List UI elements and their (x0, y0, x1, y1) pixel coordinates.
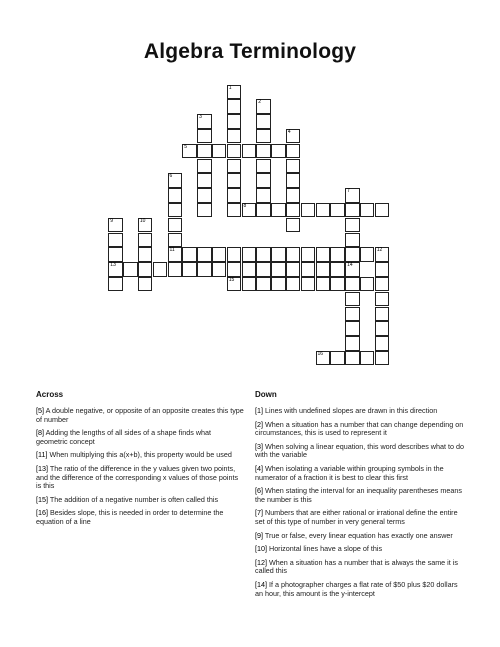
down-clue (255, 443, 465, 460)
grid-cell[interactable] (212, 144, 227, 159)
clue-label: [3] (255, 441, 263, 451)
grid-cell[interactable] (256, 277, 271, 292)
grid-cell[interactable] (360, 351, 375, 366)
grid-cell[interactable] (227, 85, 242, 100)
grid-cell[interactable] (286, 188, 301, 203)
grid-cell[interactable] (316, 247, 331, 262)
grid-cell[interactable] (138, 262, 153, 277)
clue-text: A double negative, or opposite of an opposite creates this type of number (36, 406, 244, 424)
grid-cell[interactable] (286, 159, 301, 174)
down-clue (255, 407, 465, 416)
clue-text: When a situation has a number that is always the same it is called this (255, 557, 458, 576)
grid-cell[interactable] (330, 351, 345, 366)
down-clue (255, 545, 465, 554)
grid-cell[interactable] (375, 351, 390, 366)
grid-cell[interactable] (375, 203, 390, 218)
clue-label: [6] (255, 486, 263, 496)
clue-label: [2] (255, 419, 263, 429)
clue-text: The ratio of the difference in the y values given two points, and the difference of the corresponding x values of those points is this (36, 463, 239, 491)
grid-cell[interactable] (138, 218, 153, 233)
clue-number: 3 (199, 114, 202, 121)
grid-cell[interactable] (286, 262, 301, 277)
grid-cell[interactable] (345, 218, 360, 233)
grid-cell[interactable] (108, 247, 123, 262)
down-clue-list (255, 407, 465, 603)
clue-number: 1 (228, 84, 232, 91)
clue-number: 5 (184, 143, 188, 150)
clue-number: 10 (139, 217, 146, 224)
grid-cell[interactable] (345, 233, 360, 248)
clue-text: Numbers that are either rational or irrational define the entire set of this type of number in very general terms (255, 508, 458, 526)
clue-text: Horizontal lines have a slope of this (267, 544, 383, 554)
across-clue (36, 496, 244, 505)
grid-cell[interactable] (271, 277, 286, 292)
grid-cell[interactable] (197, 247, 212, 262)
grid-cell[interactable] (375, 307, 390, 322)
grid-cell[interactable] (197, 262, 212, 277)
grid-cell[interactable] (108, 218, 123, 233)
grid-cell[interactable] (168, 188, 183, 203)
grid-cell[interactable] (286, 129, 301, 144)
clue-number: 2 (258, 99, 262, 106)
grid-cell[interactable] (345, 292, 360, 307)
down-clue (255, 421, 465, 438)
grid-cell[interactable] (330, 203, 345, 218)
clue-text: When a situation has a number that can change depending on circumstances, this is used to represent it (255, 419, 464, 438)
grid-cell[interactable] (108, 277, 123, 292)
clue-number: 15 (228, 276, 235, 283)
clue-number: 12 (376, 247, 383, 254)
grid-cell[interactable] (256, 99, 271, 114)
grid-cell[interactable] (256, 114, 271, 129)
grid-cell[interactable] (138, 277, 153, 292)
grid-cell[interactable] (227, 129, 242, 144)
grid-cell[interactable] (301, 203, 316, 218)
grid-cell[interactable] (182, 262, 197, 277)
grid-cell[interactable] (168, 203, 183, 218)
grid-cell[interactable] (286, 144, 301, 159)
grid-cell[interactable] (286, 173, 301, 188)
clue-number: 9 (110, 217, 114, 224)
clue-label: [7] (255, 508, 263, 518)
grid-cell[interactable] (345, 351, 360, 366)
grid-cell[interactable] (256, 159, 271, 174)
grid-cell[interactable] (316, 277, 331, 292)
clue-text: If a photographer charges a flat rate of $50 plus $20 dollars an hour, this amount is the y-intercept (255, 579, 458, 598)
grid-cell[interactable] (242, 144, 257, 159)
grid-cell[interactable] (330, 262, 345, 277)
clue-text: Lines with undefined slopes are drawn in this direction (263, 406, 438, 415)
clue-label: [14] (255, 579, 267, 589)
grid-cell[interactable] (345, 247, 360, 262)
clue-label: [1] (255, 406, 263, 415)
across-clue (36, 465, 244, 491)
grid-cell[interactable] (212, 262, 227, 277)
grid-cell[interactable] (153, 262, 168, 277)
grid-cell[interactable] (375, 292, 390, 307)
grid-cell[interactable] (345, 307, 360, 322)
grid-cell[interactable] (212, 247, 227, 262)
grid-cell[interactable] (360, 203, 375, 218)
grid-cell[interactable] (301, 262, 316, 277)
grid-cell[interactable] (227, 99, 242, 114)
grid-cell[interactable] (197, 144, 212, 159)
grid-cell[interactable] (375, 262, 390, 277)
clue-number: 14 (347, 262, 353, 269)
grid-cell[interactable] (345, 336, 360, 351)
grid-cell[interactable] (168, 233, 183, 248)
grid-cell[interactable] (271, 262, 286, 277)
grid-cell[interactable] (256, 129, 271, 144)
grid-cell[interactable] (168, 173, 183, 188)
across-clue (36, 451, 244, 460)
clue-number: 13 (110, 262, 116, 269)
grid-cell[interactable] (197, 129, 212, 144)
clue-text: When isolating a variable within grouping symbols in the numerator of a fraction it is best to clear this first (255, 463, 444, 482)
grid-cell[interactable] (375, 277, 390, 292)
across-clue (36, 407, 244, 424)
clue-text: The addition of a negative number is often called this (48, 494, 219, 504)
grid-cell[interactable] (360, 277, 375, 292)
grid-cell[interactable] (330, 277, 345, 292)
grid-cell[interactable] (345, 262, 360, 277)
clue-number: 16 (317, 350, 324, 357)
grid-cell[interactable] (375, 321, 390, 336)
clue-label: [11] (36, 450, 48, 460)
clue-label: [8] (36, 428, 44, 438)
grid-cell[interactable] (375, 247, 390, 262)
grid-cell[interactable] (227, 203, 242, 218)
grid-cell[interactable] (316, 203, 331, 218)
grid-cell[interactable] (227, 247, 242, 262)
across-clue (36, 429, 244, 446)
grid-cell[interactable] (227, 173, 242, 188)
grid-cell[interactable] (375, 336, 390, 351)
grid-cell[interactable] (271, 144, 286, 159)
grid-cell[interactable] (301, 277, 316, 292)
grid-cell[interactable] (256, 262, 271, 277)
grid-cell[interactable] (242, 247, 257, 262)
grid-cell[interactable] (182, 247, 197, 262)
grid-cell[interactable] (286, 203, 301, 218)
grid-cell[interactable] (138, 247, 153, 262)
grid-cell[interactable] (256, 173, 271, 188)
grid-cell[interactable] (227, 262, 242, 277)
down-clue (255, 581, 465, 598)
grid-cell[interactable] (301, 247, 316, 262)
down-clue (255, 532, 465, 541)
clue-label: [5] (36, 406, 44, 415)
clue-number: 8 (243, 202, 247, 209)
grid-cell[interactable] (330, 247, 345, 262)
grid-cell[interactable] (168, 262, 183, 277)
clue-number: 6 (169, 173, 173, 180)
down-clue (255, 509, 465, 526)
grid-cell[interactable] (271, 247, 286, 262)
grid-cell[interactable] (286, 277, 301, 292)
clue-label: [9] (255, 530, 263, 540)
across-clue-list (36, 407, 244, 532)
grid-cell[interactable] (271, 203, 286, 218)
grid-cell[interactable] (197, 173, 212, 188)
clue-text: When stating the interval for an inequality parentheses means the number is this (255, 486, 462, 504)
grid-cell[interactable] (345, 203, 360, 218)
grid-cell[interactable] (168, 218, 183, 233)
grid-cell[interactable] (227, 188, 242, 203)
clue-text: When multiplying this a(x+b), this property would be used (47, 450, 232, 460)
grid-cell[interactable] (256, 247, 271, 262)
grid-cell[interactable] (242, 262, 257, 277)
grid-cell[interactable] (197, 159, 212, 174)
grid-cell[interactable] (316, 262, 331, 277)
down-clue (255, 465, 465, 482)
page-title: Algebra Terminology (143, 40, 357, 63)
grid-cell[interactable] (138, 233, 153, 248)
grid-cell[interactable] (256, 203, 271, 218)
grid-cell[interactable] (242, 203, 257, 218)
clue-number: 7 (347, 188, 350, 195)
down-clue (255, 487, 465, 504)
across-heading: Across (36, 390, 64, 399)
grid-cell[interactable] (197, 188, 212, 203)
grid-cell[interactable] (286, 247, 301, 262)
clue-number: 4 (287, 128, 291, 135)
down-heading: Down (255, 390, 277, 399)
grid-cell[interactable] (168, 247, 183, 262)
clue-label: [13] (36, 463, 48, 473)
across-clue (36, 509, 244, 526)
grid-cell[interactable] (345, 277, 360, 292)
grid-cell[interactable] (256, 144, 271, 159)
clue-number: 11 (169, 247, 175, 254)
grid-cell[interactable] (227, 277, 242, 292)
grid-cell[interactable] (182, 144, 197, 159)
down-clue (255, 559, 465, 576)
clue-label: [12] (255, 557, 267, 567)
grid-cell[interactable] (316, 351, 331, 366)
grid-cell[interactable] (345, 321, 360, 336)
grid-cell[interactable] (286, 218, 301, 233)
grid-cell[interactable] (256, 188, 271, 203)
grid-cell[interactable] (227, 159, 242, 174)
clue-text: When solving a linear equation, this word describes what to do with the variable (255, 441, 464, 460)
clue-label: [10] (255, 544, 267, 554)
grid-cell[interactable] (108, 233, 123, 248)
clue-text: Besides slope, this is needed in order to determine the equation of a line (36, 508, 224, 526)
clue-label: [15] (36, 494, 48, 504)
grid-cell[interactable] (227, 114, 242, 129)
clue-text: True or false, every linear equation has exactly one answer (263, 530, 453, 540)
grid-cell[interactable] (197, 114, 212, 129)
grid-cell[interactable] (227, 144, 242, 159)
grid-cell[interactable] (345, 188, 360, 203)
grid-cell[interactable] (197, 203, 212, 218)
clue-label: [4] (255, 463, 263, 473)
grid-cell[interactable] (360, 247, 375, 262)
grid-cell[interactable] (108, 262, 123, 277)
clue-text: Adding the lengths of all sides of a shape finds what geometric concept (36, 428, 212, 446)
clue-label: [16] (36, 508, 48, 518)
grid-cell[interactable] (123, 262, 138, 277)
grid-cell[interactable] (242, 277, 257, 292)
